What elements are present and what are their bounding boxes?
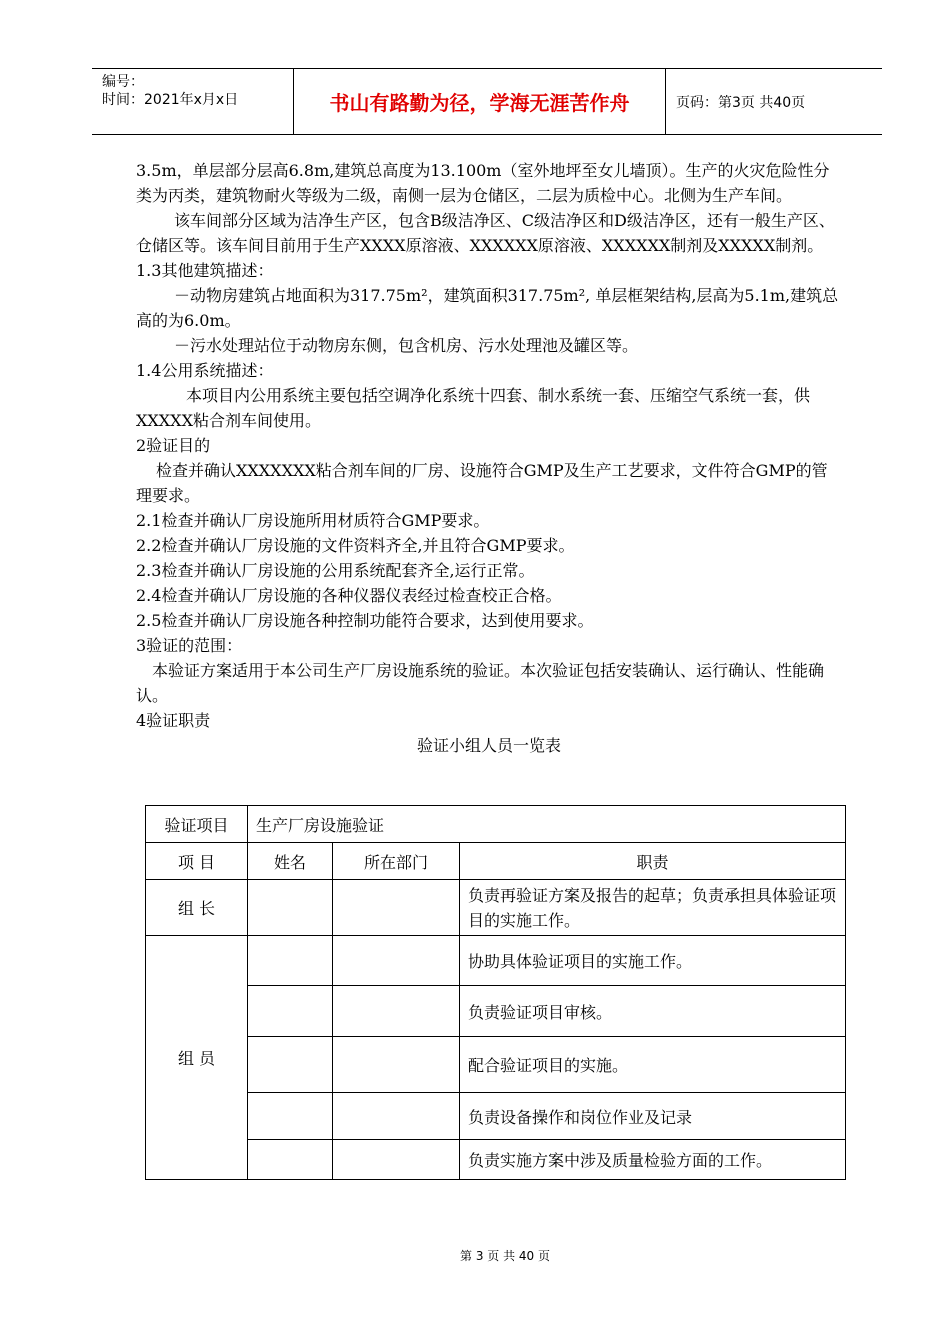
list-item: 2.3检查并确认厂房设施的公用系统配套齐全,运行正常。	[136, 561, 535, 580]
name-cell	[248, 936, 333, 986]
duty-cell: 负责验证项目审核。	[460, 986, 846, 1037]
page-footer: 第 3 页 共 40 页	[460, 1249, 550, 1263]
duty-cell: 协助具体验证项目的实施工作。	[460, 936, 846, 986]
document-time-label: 时间：2021年x月x日	[102, 92, 239, 108]
leader-label-cell: 组 长	[146, 880, 248, 936]
duty-cell: 配合验证项目的实施。	[460, 1037, 846, 1093]
header-meta	[92, 69, 293, 134]
section-heading: 1.4公用系统描述：	[136, 361, 274, 380]
document-body	[136, 158, 842, 758]
duty-cell: 负责设备操作和岗位作业及记录	[460, 1093, 846, 1140]
duty-cell: 负责再验证方案及报告的起草；负责承担具体验证项目的实施工作。	[460, 880, 846, 936]
table-caption: 验证小组人员一览表	[416, 736, 561, 755]
duty-cell: 负责实施方案中涉及质量检验方面的工作。	[460, 1140, 846, 1180]
section-heading: 4验证职责	[136, 711, 211, 730]
section-heading: 2验证目的	[136, 436, 211, 455]
list-item: 2.4检查并确认厂房设施的各种仪器仪表经过检查校正合格。	[136, 586, 562, 605]
paragraph: 检查并确认XXXXXXX粘合剂车间的厂房、设施符合GMP及生产工艺要求，文件符合GMP的管理要求。	[136, 461, 828, 505]
table-row	[146, 806, 846, 843]
header-cell-item: 项 目	[146, 843, 248, 880]
document-number-label: 编号：	[102, 74, 144, 90]
paragraph: 本验证方案适用于本公司生产厂房设施系统的验证。本次验证包括安装确认、运行确认、性能确认。	[136, 661, 825, 705]
table-header-row	[146, 843, 846, 880]
table-row	[146, 1037, 846, 1093]
list-item: 2.5检查并确认厂房设施各种控制功能符合要求，达到使用要求。	[136, 611, 594, 630]
page-header	[92, 68, 882, 135]
header-cell-department: 所在部门	[333, 843, 460, 880]
paragraph: 本项目内公用系统主要包括空调净化系统十四套、制水系统一套、压缩空气系统一套，供XXXXX粘合剂车间使用。	[136, 386, 811, 430]
table-row	[146, 936, 846, 986]
department-cell	[333, 936, 460, 986]
section-heading: 1.3其他建筑描述：	[136, 261, 274, 280]
table-row	[146, 880, 846, 936]
section-heading: 3验证的范围：	[136, 636, 243, 655]
header-cell-duty: 职责	[460, 843, 846, 880]
paragraph: －动物房建筑占地面积为317.75m²，建筑面积317.75m², 单层框架结构,层高为5.1m,建筑总高的为6.0m。	[136, 286, 839, 330]
project-value-cell: 生产厂房设施验证	[248, 806, 846, 843]
department-cell	[333, 1140, 460, 1180]
header-page-label: 页码：第3页 共40页	[676, 94, 806, 111]
list-item: 2.1检查并确认厂房设施所用材质符合GMP要求。	[136, 511, 490, 530]
name-cell	[248, 1093, 333, 1140]
department-cell	[333, 986, 460, 1037]
department-cell	[333, 880, 460, 936]
paragraph: 3.5m，单层部分层高6.8m,建筑总高度为13.100m（室外地坪至女儿墙顶）。生产的火灾危险性分类为丙类，建筑物耐火等级为二级，南侧一层为仓储区，二层为质检中心。北侧为生产车间。	[136, 161, 830, 205]
project-label-cell: 验证项目	[146, 806, 248, 843]
header-motto: 书山有路勤为径，学海无涯苦作舟	[293, 69, 666, 134]
department-cell	[333, 1037, 460, 1093]
department-cell	[333, 1093, 460, 1140]
table-row	[146, 1093, 846, 1140]
header-cell-name: 姓名	[248, 843, 333, 880]
name-cell	[248, 1140, 333, 1180]
table-row	[146, 1140, 846, 1180]
table-row	[146, 986, 846, 1037]
list-item: 2.2检查并确认厂房设施的文件资料齐全,并且符合GMP要求。	[136, 536, 575, 555]
paragraph: 该车间部分区域为洁净生产区，包含B级洁净区、C级洁净区和D级洁净区，还有一般生产区、仓储区等。该车间目前用于生产XXXX原溶液、XXXXXX原溶液、XXXXXX制剂及XXXXX制剂。	[136, 211, 835, 255]
name-cell	[248, 880, 333, 936]
paragraph: －污水处理站位于动物房东侧，包含机房、污水处理池及罐区等。	[174, 336, 639, 355]
name-cell	[248, 1037, 333, 1093]
name-cell	[248, 986, 333, 1037]
staff-table	[145, 805, 846, 1180]
member-label-cell: 组 员	[146, 936, 248, 1180]
